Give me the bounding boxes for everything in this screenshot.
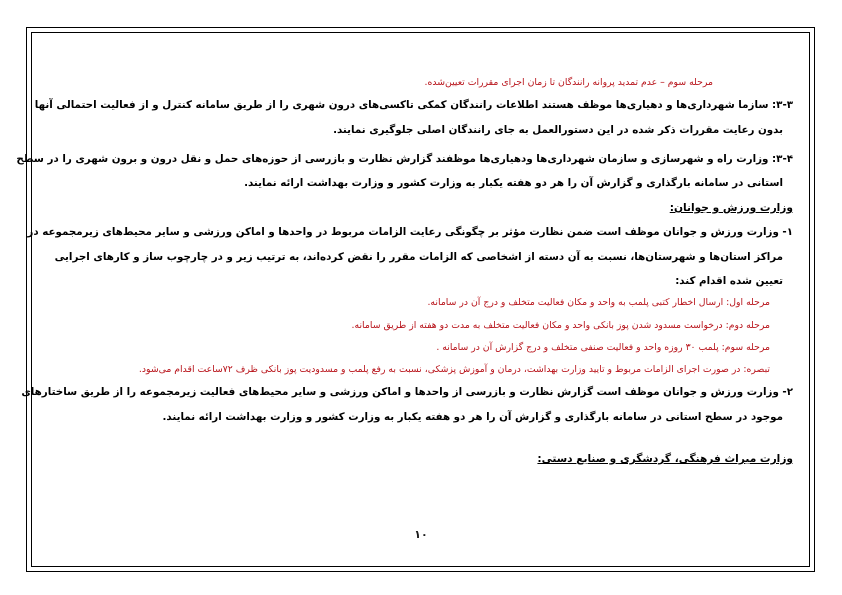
heading-heritage-ministry: وزارت میراث فرهنگی، گردشگری و صنایع دستی:: [537, 453, 793, 465]
stage-2-line: مرحله دوم: درخواست مسدود شدن پوز بانکی واحد و مکان فعالیت متخلف به مدت دو هفته از طریق سامانه.: [351, 320, 770, 331]
item-3-4-line-1: ۳-۴: وزارت راه و شهرسازی و سازمان شهرداری‌ها ودهیاری‌ها موظفند گزارش نظارت و بازرسی از حوزه‌های حمل و نقل درون و برون شهری را در سطح: [16, 153, 793, 165]
item-3-3-line-2: بدون رعایت مقررات ذکر شده در این دستورالعمل به جای رانندگان اصلی جلوگیری نمایند.: [333, 124, 783, 136]
item-3-3-line-1: ۳-۳: سازما شهرداری‌ها و دهیاری‌ها موظف هستند اطلاعات رانندگان کمکی تاکسی‌های درون شهری را از طریق سامانه کنترل و از فعالیت احتمالی آنها: [34, 99, 793, 111]
item-1-line-2: مراکز استان‌ها و شهرستان‌ها، نسبت به آن دسته از اشخاصی که الزامات مقرر را نقض کرده‌اند، به ترتیب زیر و در چارچوب ساز و کارهای اجرایی: [54, 251, 783, 263]
page-number: ۱۰: [414, 528, 428, 541]
note-line: تبصره: در صورت اجرای الزامات مربوط و تایید وزارت بهداشت، درمان و آموزش پزشکی، نسبت به رفع پلمب و مسدودیت پوز بانکی ظرف ۷۲ساعت اقدام می‌شود.: [138, 364, 770, 375]
item-2-line-1: ۲- وزارت ورزش و جوانان موظف است گزارش نظارت و بازرسی از واحدها و اماکن ورزشی و سایر محیط‌های فعالیت زیرمجموعه را از طریق ساختارهای: [21, 386, 793, 398]
heading-sports-ministry: وزارت ورزش و جوانان:: [669, 202, 793, 214]
stage3-renewal-line: مرحله سوم – عدم تمدید پروانه رانندگان تا زمان اجرای مقررات تعیین‌شده.: [424, 77, 713, 88]
stage-3-line: مرحله سوم: پلمب ۳۰ روزه واحد و فعالیت صنفی متخلف و درج گزارش آن در سامانه .: [436, 342, 770, 353]
item-3-4-line-2: استانی در سامانه بارگذاری و گزارش آن را هر دو هفته یکبار به وزارت کشور و وزارت بهداشت ارائه نمایند.: [244, 177, 783, 189]
item-1-line-3: تعیین شده اقدام کند:: [675, 275, 783, 287]
item-2-line-2: موجود در سطح استانی در سامانه بارگذاری و گزارش آن را هر دو هفته یکبار به وزارت کشور و وزارت بهداشت ارائه نمایند.: [162, 411, 783, 423]
stage-1-line: مرحله اول: ارسال اخطار کتبی پلمب به واحد و مکان فعالیت متخلف و درج آن در سامانه.: [427, 297, 770, 308]
item-1-line-1: ۱- وزارت ورزش و جوانان موظف است ضمن نظارت مؤثر بر چگونگی رعایت الزامات مربوط در واحدها و اماکن ورزشی و سایر محیط‌های زیرمجموعه در: [27, 226, 793, 238]
